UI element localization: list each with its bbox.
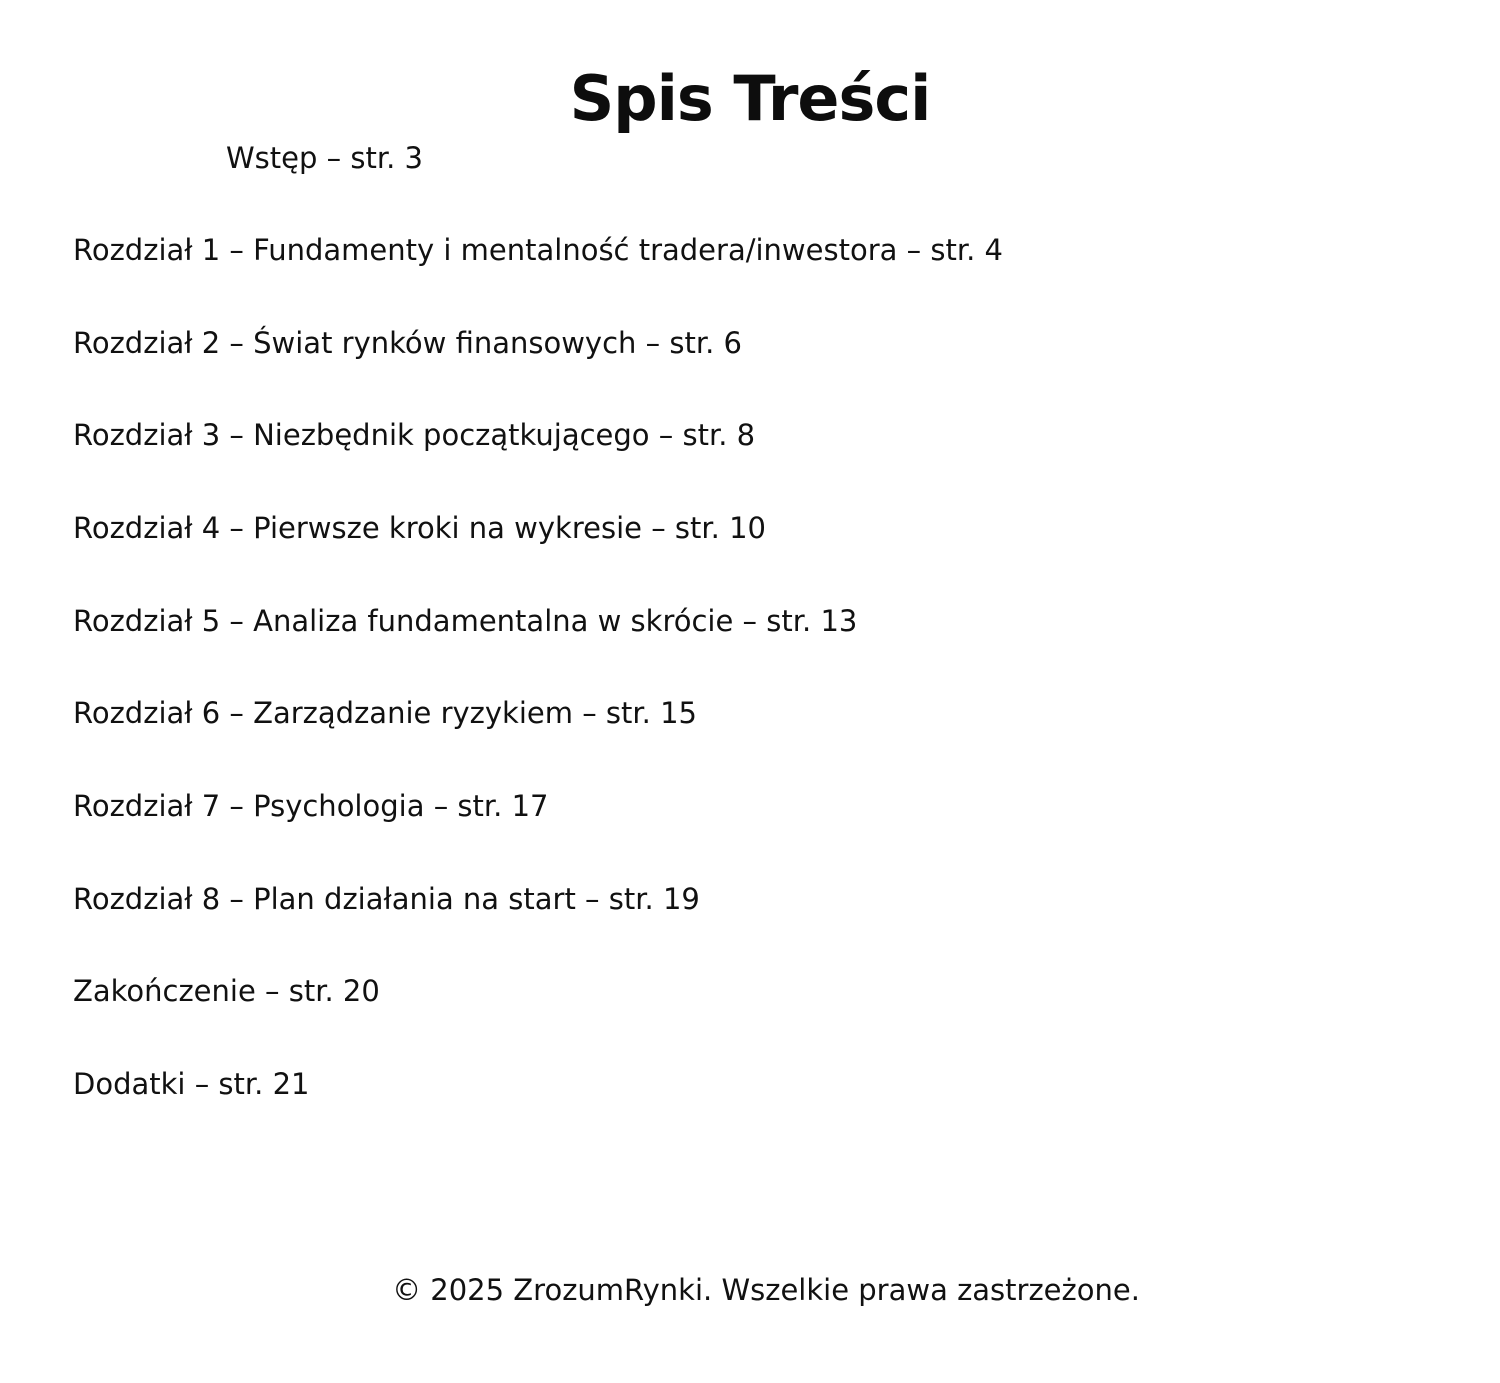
toc-entry-chapter-5: Rozdział 5 – Analiza fundamentalna w skrócie – str. 13 (73, 604, 858, 638)
copyright-footer: © 2025 ZrozumRynki. Wszelkie prawa zastrzeżone. (392, 1273, 1140, 1307)
toc-entry-chapter-1: Rozdział 1 – Fundamenty i mentalność tradera/inwestora – str. 4 (73, 233, 1003, 267)
toc-entry-chapter-7: Rozdział 7 – Psychologia – str. 17 (73, 789, 549, 823)
toc-entry-chapter-6: Rozdział 6 – Zarządzanie ryzykiem – str. 15 (73, 696, 697, 730)
toc-entry-chapter-4: Rozdział 4 – Pierwsze kroki na wykresie – str. 10 (73, 511, 766, 545)
page-title: Spis Treści (569, 61, 931, 135)
toc-entry-intro: Wstęp – str. 3 (226, 141, 423, 175)
toc-entry-chapter-2: Rozdział 2 – Świat rynków finansowych – str. 6 (73, 326, 742, 360)
toc-entry-conclusion: Zakończenie – str. 20 (73, 974, 380, 1008)
toc-entry-appendices: Dodatki – str. 21 (73, 1067, 310, 1101)
toc-entry-chapter-3: Rozdział 3 – Niezbędnik początkującego – str. 8 (73, 418, 756, 452)
toc-entry-chapter-8: Rozdział 8 – Plan działania na start – str. 19 (73, 882, 700, 916)
